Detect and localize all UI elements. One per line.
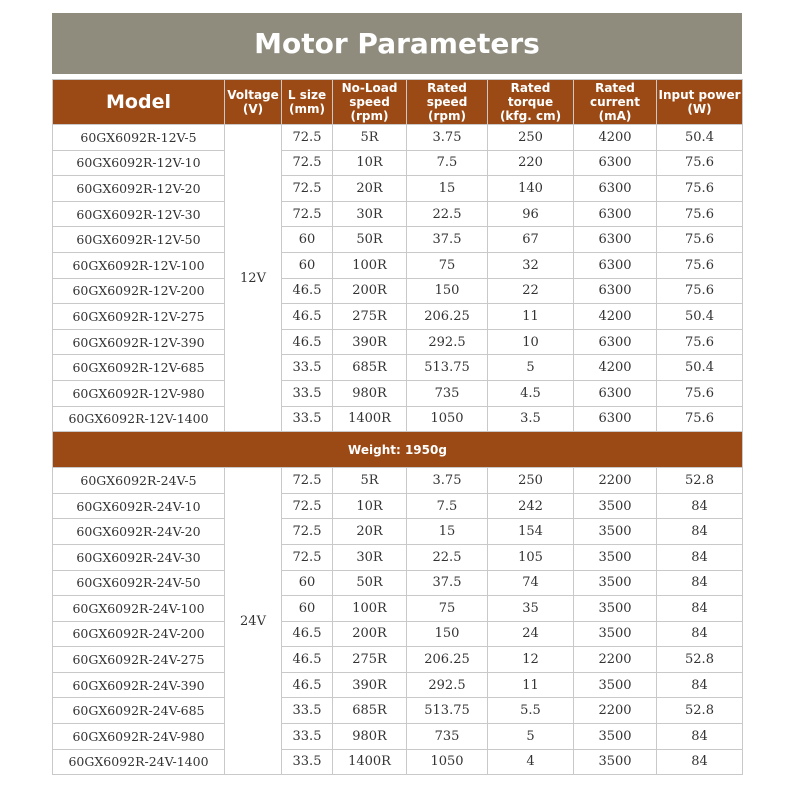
table-row [53,596,743,622]
rated-torque-cell: 3.5 [488,406,574,432]
table-row [53,544,743,570]
input-power-cell: 84 [657,493,743,519]
table-row [53,468,743,494]
voltage-cell: 24V [225,468,282,775]
model-cell: 60GX6092R-24V-685 [53,698,225,724]
l-size-cell: 46.5 [282,672,333,698]
rated-current-cell: 3500 [574,749,657,775]
model-cell: 60GX6092R-12V-685 [53,355,225,381]
l-size-cell: 33.5 [282,749,333,775]
voltage-cell: 12V [225,125,282,432]
rated-speed-cell: 22.5 [407,544,488,570]
no-load-speed-cell: 50R [333,570,407,596]
rated-speed-cell: 292.5 [407,672,488,698]
rated-torque-cell: 10 [488,329,574,355]
rated-torque-cell: 24 [488,621,574,647]
l-size-cell: 60 [282,227,333,253]
no-load-speed-cell: 30R [333,544,407,570]
header-no-load-speed: No-Load speed (rpm) [333,80,407,125]
header-input-power: Input power (W) [657,80,743,125]
no-load-speed-cell: 20R [333,176,407,202]
input-power-cell: 75.6 [657,176,743,202]
table-row [53,647,743,673]
l-size-cell: 33.5 [282,380,333,406]
table-row [53,672,743,698]
l-size-cell: 46.5 [282,278,333,304]
rated-torque-cell: 5 [488,724,574,750]
no-load-speed-cell: 5R [333,468,407,494]
l-size-cell: 33.5 [282,698,333,724]
rated-torque-cell: 220 [488,150,574,176]
table-row [53,329,743,355]
table-row [53,749,743,775]
input-power-cell: 84 [657,724,743,750]
no-load-speed-cell: 30R [333,201,407,227]
rated-current-cell: 6300 [574,329,657,355]
rated-torque-cell: 12 [488,647,574,673]
no-load-speed-cell: 980R [333,724,407,750]
l-size-cell: 60 [282,252,333,278]
l-size-cell: 46.5 [282,621,333,647]
no-load-speed-cell: 50R [333,227,407,253]
input-power-cell: 75.6 [657,406,743,432]
input-power-cell: 50.4 [657,125,743,151]
rated-current-cell: 2200 [574,698,657,724]
rated-speed-cell: 735 [407,380,488,406]
input-power-cell: 84 [657,596,743,622]
l-size-cell: 60 [282,570,333,596]
rated-torque-cell: 5.5 [488,698,574,724]
input-power-cell: 84 [657,621,743,647]
table-row [53,380,743,406]
rated-torque-cell: 154 [488,519,574,545]
input-power-cell: 75.6 [657,252,743,278]
table-row [53,519,743,545]
table-row [53,570,743,596]
rated-torque-cell: 242 [488,493,574,519]
header-row [53,80,743,125]
model-cell: 60GX6092R-12V-5 [53,125,225,151]
rated-current-cell: 6300 [574,380,657,406]
rated-torque-cell: 11 [488,672,574,698]
model-cell: 60GX6092R-12V-100 [53,252,225,278]
rated-torque-cell: 74 [488,570,574,596]
model-cell: 60GX6092R-24V-100 [53,596,225,622]
model-cell: 60GX6092R-24V-50 [53,570,225,596]
model-cell: 60GX6092R-12V-980 [53,380,225,406]
input-power-cell: 50.4 [657,355,743,381]
rated-current-cell: 2200 [574,647,657,673]
l-size-cell: 72.5 [282,125,333,151]
l-size-cell: 33.5 [282,724,333,750]
table-row [53,201,743,227]
rated-torque-cell: 250 [488,125,574,151]
no-load-speed-cell: 1400R [333,749,407,775]
rated-speed-cell: 3.75 [407,125,488,151]
l-size-cell: 33.5 [282,355,333,381]
header-voltage: Voltage (V) [225,80,282,125]
rated-current-cell: 6300 [574,252,657,278]
rated-speed-cell: 150 [407,621,488,647]
l-size-cell: 60 [282,596,333,622]
rated-current-cell: 4200 [574,304,657,330]
model-cell: 60GX6092R-24V-200 [53,621,225,647]
rated-torque-cell: 250 [488,468,574,494]
model-cell: 60GX6092R-12V-200 [53,278,225,304]
table-row [53,406,743,432]
input-power-cell: 84 [657,749,743,775]
model-cell: 60GX6092R-24V-980 [53,724,225,750]
rated-current-cell: 4200 [574,355,657,381]
rated-speed-cell: 37.5 [407,227,488,253]
input-power-cell: 75.6 [657,278,743,304]
rated-current-cell: 3500 [574,519,657,545]
no-load-speed-cell: 390R [333,329,407,355]
table-row [53,150,743,176]
model-cell: 60GX6092R-12V-30 [53,201,225,227]
rated-torque-cell: 35 [488,596,574,622]
rated-current-cell: 2200 [574,468,657,494]
rated-speed-cell: 206.25 [407,304,488,330]
model-cell: 60GX6092R-24V-10 [53,493,225,519]
rated-current-cell: 3500 [574,621,657,647]
no-load-speed-cell: 5R [333,125,407,151]
no-load-speed-cell: 1400R [333,406,407,432]
rated-torque-cell: 32 [488,252,574,278]
rated-speed-cell: 15 [407,176,488,202]
no-load-speed-cell: 685R [333,698,407,724]
model-cell: 60GX6092R-24V-1400 [53,749,225,775]
l-size-cell: 72.5 [282,544,333,570]
table-row [53,176,743,202]
no-load-speed-cell: 10R [333,150,407,176]
input-power-cell: 75.6 [657,329,743,355]
rated-speed-cell: 1050 [407,749,488,775]
l-size-cell: 72.5 [282,493,333,519]
rated-speed-cell: 513.75 [407,698,488,724]
header-model: Model [53,80,225,125]
no-load-speed-cell: 20R [333,519,407,545]
rated-torque-cell: 5 [488,355,574,381]
rated-speed-cell: 1050 [407,406,488,432]
no-load-speed-cell: 685R [333,355,407,381]
rated-speed-cell: 3.75 [407,468,488,494]
model-cell: 60GX6092R-12V-50 [53,227,225,253]
rated-torque-cell: 67 [488,227,574,253]
input-power-cell: 84 [657,544,743,570]
input-power-cell: 75.6 [657,150,743,176]
model-cell: 60GX6092R-12V-390 [53,329,225,355]
l-size-cell: 72.5 [282,150,333,176]
model-cell: 60GX6092R-12V-1400 [53,406,225,432]
table-row [53,125,743,151]
l-size-cell: 33.5 [282,406,333,432]
rated-speed-cell: 513.75 [407,355,488,381]
rated-current-cell: 3500 [574,544,657,570]
weight-label: Weight: 1950g [53,432,743,468]
table-row [53,252,743,278]
model-cell: 60GX6092R-24V-30 [53,544,225,570]
rated-current-cell: 4200 [574,125,657,151]
input-power-cell: 50.4 [657,304,743,330]
l-size-cell: 46.5 [282,304,333,330]
rated-torque-cell: 4.5 [488,380,574,406]
table-row [53,355,743,381]
model-cell: 60GX6092R-12V-20 [53,176,225,202]
table-row [53,621,743,647]
input-power-cell: 52.8 [657,468,743,494]
input-power-cell: 84 [657,570,743,596]
rated-torque-cell: 11 [488,304,574,330]
rated-speed-cell: 75 [407,596,488,622]
model-cell: 60GX6092R-12V-275 [53,304,225,330]
input-power-cell: 84 [657,672,743,698]
l-size-cell: 72.5 [282,176,333,202]
group-12v [53,125,743,432]
l-size-cell: 72.5 [282,468,333,494]
l-size-cell: 72.5 [282,201,333,227]
model-cell: 60GX6092R-24V-20 [53,519,225,545]
rated-current-cell: 3500 [574,724,657,750]
rated-speed-cell: 735 [407,724,488,750]
table-row [53,304,743,330]
rated-speed-cell: 292.5 [407,329,488,355]
rated-torque-cell: 105 [488,544,574,570]
rated-speed-cell: 15 [407,519,488,545]
input-power-cell: 75.6 [657,201,743,227]
table-row [53,724,743,750]
model-cell: 60GX6092R-24V-390 [53,672,225,698]
group-24v [53,468,743,775]
rated-speed-cell: 37.5 [407,570,488,596]
rated-speed-cell: 75 [407,252,488,278]
model-cell: 60GX6092R-24V-5 [53,468,225,494]
input-power-cell: 75.6 [657,380,743,406]
rated-torque-cell: 22 [488,278,574,304]
rated-torque-cell: 96 [488,201,574,227]
rated-current-cell: 3500 [574,493,657,519]
rated-speed-cell: 7.5 [407,493,488,519]
rated-current-cell: 6300 [574,176,657,202]
l-size-cell: 72.5 [282,519,333,545]
rated-torque-cell: 140 [488,176,574,202]
rated-speed-cell: 206.25 [407,647,488,673]
header-rated-current: Rated current (mA) [574,80,657,125]
input-power-cell: 52.8 [657,647,743,673]
input-power-cell: 84 [657,519,743,545]
rated-current-cell: 6300 [574,227,657,253]
input-power-cell: 52.8 [657,698,743,724]
no-load-speed-cell: 200R [333,621,407,647]
rated-speed-cell: 150 [407,278,488,304]
no-load-speed-cell: 200R [333,278,407,304]
rated-current-cell: 6300 [574,278,657,304]
header-rated-torque: Rated torque (kfg. cm) [488,80,574,125]
rated-current-cell: 3500 [574,570,657,596]
table-row [53,698,743,724]
no-load-speed-cell: 390R [333,672,407,698]
rated-torque-cell: 4 [488,749,574,775]
model-cell: 60GX6092R-12V-10 [53,150,225,176]
page-title: Motor Parameters [52,13,742,74]
rated-current-cell: 6300 [574,201,657,227]
table-row [53,278,743,304]
table-row [53,493,743,519]
no-load-speed-cell: 275R [333,647,407,673]
rated-current-cell: 6300 [574,406,657,432]
rated-current-cell: 3500 [574,596,657,622]
no-load-speed-cell: 980R [333,380,407,406]
model-cell: 60GX6092R-24V-275 [53,647,225,673]
rated-current-cell: 3500 [574,672,657,698]
l-size-cell: 46.5 [282,329,333,355]
no-load-speed-cell: 100R [333,252,407,278]
table-row [53,227,743,253]
rated-speed-cell: 7.5 [407,150,488,176]
rated-speed-cell: 22.5 [407,201,488,227]
motor-parameters-table [52,79,743,775]
header-l-size: L size (mm) [282,80,333,125]
no-load-speed-cell: 10R [333,493,407,519]
l-size-cell: 46.5 [282,647,333,673]
input-power-cell: 75.6 [657,227,743,253]
no-load-speed-cell: 275R [333,304,407,330]
rated-current-cell: 6300 [574,150,657,176]
no-load-speed-cell: 100R [333,596,407,622]
header-rated-speed: Rated speed (rpm) [407,80,488,125]
weight-row [53,432,743,468]
